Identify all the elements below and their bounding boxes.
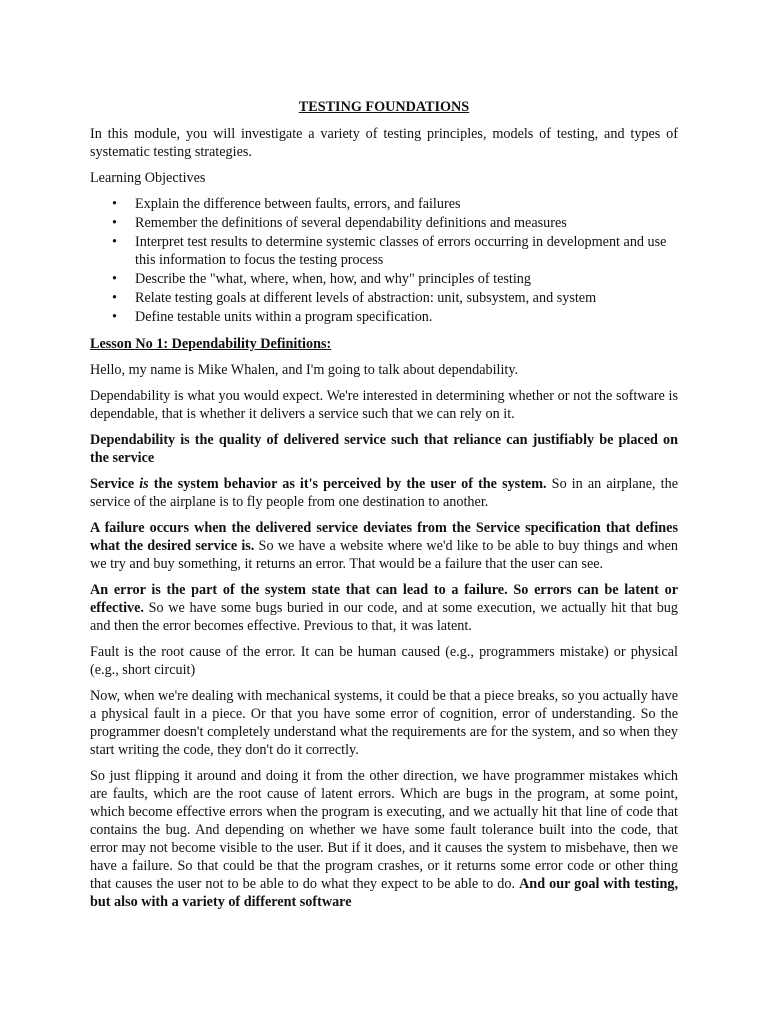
list-item [90, 233, 678, 269]
service-text: So in an airplane, the service of the airplane is to fly people from one destination to another. [90, 476, 678, 510]
list-item [90, 195, 678, 213]
failure-paragraph [90, 519, 678, 573]
failure-bold: A failure occurs when the delivered service deviates from the Service specification that defines what the desired service is. [90, 520, 678, 554]
failure-text: So we have a website where we'd like to be able to buy things and when we try and buy something, it returns an error. That would be a failure that the user can see. [90, 538, 679, 572]
dependability-paragraph: Dependability is what you would expect. We're interested in determining whether or not the software is dependable, that is whether it delivers a service such that we can rely on it. [90, 388, 678, 422]
bullet-icon: • [112, 271, 117, 287]
lesson-heading: Lesson No 1: Dependability Definitions: [90, 336, 332, 352]
bullet-icon: • [112, 215, 117, 231]
objective-text: Relate testing goals at different levels of abstraction: unit, subsystem, and system [135, 290, 597, 306]
hello-paragraph: Hello, my name is Mike Whalen, and I'm going to talk about dependability. [90, 362, 519, 378]
bullet-icon: • [112, 290, 117, 306]
flipping-bold: And our goal with testing, but also with a variety of different software [90, 876, 678, 910]
page-title: TESTING FOUNDATIONS [298, 99, 470, 115]
objectives-heading: Learning Objectives [90, 170, 206, 186]
service-paragraph [90, 475, 678, 511]
bullet-icon: • [112, 234, 117, 250]
mechanical-paragraph: Now, when we're dealing with mechanical systems, it could be that a piece breaks, so you actually have a physical fault in a piece. Or that you have some error of cognition, error of understanding. So the programmer doesn't completely understand what the requirements are for the system, and so when they start writing the code, they don't do it correctly. [90, 688, 678, 758]
error-paragraph [90, 581, 678, 635]
bullet-icon: • [112, 196, 117, 212]
flipping-paragraph [90, 767, 678, 911]
objective-text: Describe the "what, where, when, how, and why" principles of testing [135, 271, 531, 287]
intro-paragraph: In this module, you will investigate a variety of testing principles, models of testing, and types of systematic testing strategies. [90, 126, 678, 160]
objective-text: Remember the definitions of several dependability definitions and measures [135, 215, 567, 231]
service-italic: is [139, 476, 149, 492]
list-item [90, 308, 678, 326]
fault-paragraph: Fault is the root cause of the error. It can be human caused (e.g., programmers mistake) or physical (e.g., short circuit) [90, 644, 678, 678]
objective-text: Define testable units within a program specification. [135, 309, 433, 325]
list-item [90, 270, 678, 288]
service-bold-2: the system behavior as it's perceived by the user of the system. [148, 476, 547, 492]
objectives-list [90, 195, 678, 326]
error-bold: An error is the part of the system state that can lead to a failure. So errors can be latent or effective. [90, 582, 678, 616]
error-text: So we have some bugs buried in our code, and at some execution, we actually hit that bug and then the error becomes effective. Previous to that, it was latent. [90, 600, 678, 634]
list-item [90, 289, 678, 307]
bullet-icon: • [112, 309, 117, 325]
objective-text: Explain the difference between faults, errors, and failures [135, 196, 461, 212]
objective-text: Interpret test results to determine systemic classes of errors occurring in development and use this information to focus the testing process [135, 234, 667, 268]
flipping-text: So just flipping it around and doing it from the other direction, we have programmer mistakes which are faults, which are the root cause of latent errors. Which are bugs in the program, at some point, which become effective errors when the program is executing, and we actually hit that line of code that contains the bug. And depending on whether we have some fault tolerance built into the code, that error may not become visible to the user. But if it does, and it causes the system to misbehave, then we have a failure. So that could be that the program crashes, or it returns some error code or other thing that causes the user not to be able to do what they expect to be able to do. [90, 768, 678, 892]
dependability-definition-text: Dependability is the quality of delivered service such that reliance can justifiably be placed on the service [90, 432, 678, 466]
dependability-definition [90, 431, 678, 467]
list-item [90, 214, 678, 232]
service-bold-1: Service [90, 476, 140, 492]
